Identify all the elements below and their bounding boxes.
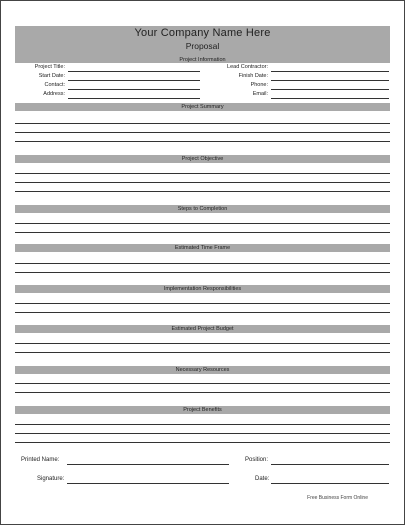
date-label: Date: xyxy=(255,476,270,482)
estimated-time-frame-bar: Estimated Time Frame xyxy=(15,244,390,252)
company-name: Your Company Name Here xyxy=(134,27,271,39)
project-benefits-bar: Project Benefits xyxy=(15,406,390,414)
writing-line[interactable] xyxy=(15,352,390,353)
writing-line[interactable] xyxy=(15,433,390,434)
contact-field[interactable] xyxy=(68,89,200,90)
writing-line[interactable] xyxy=(15,132,390,133)
contact-label: Contact: xyxy=(44,82,65,88)
writing-line[interactable] xyxy=(15,141,390,142)
form-header xyxy=(15,26,390,63)
writing-line[interactable] xyxy=(15,123,390,124)
writing-line[interactable] xyxy=(15,182,390,183)
address-field[interactable] xyxy=(68,98,200,99)
project-summary-bar: Project Summary xyxy=(15,103,390,111)
writing-line[interactable] xyxy=(15,343,390,344)
project-title-label: Project Title: xyxy=(34,64,65,70)
writing-line[interactable] xyxy=(15,383,390,384)
estimated-project-budget-bar: Estimated Project Budget xyxy=(15,325,390,333)
writing-line[interactable] xyxy=(15,272,390,273)
start-date-field[interactable] xyxy=(68,80,200,81)
signature-field[interactable] xyxy=(67,483,229,484)
project-information-heading: Project Information xyxy=(179,57,226,63)
lead-contractor-field[interactable] xyxy=(271,71,389,72)
date-field[interactable] xyxy=(271,483,389,484)
finish-date-field[interactable] xyxy=(271,80,389,81)
document-title: Proposal xyxy=(185,41,220,51)
writing-line[interactable] xyxy=(15,392,390,393)
writing-line[interactable] xyxy=(15,263,390,264)
phone-label: Phone: xyxy=(250,82,268,88)
writing-line[interactable] xyxy=(15,442,390,443)
writing-line[interactable] xyxy=(15,223,390,224)
position-label: Position: xyxy=(245,457,269,463)
printed-name-label: Printed Name: xyxy=(21,457,60,463)
finish-date-label: Finish Date: xyxy=(238,73,268,79)
writing-line[interactable] xyxy=(15,424,390,425)
start-date-label: Start Date: xyxy=(38,73,65,79)
footer-credit: Free Business Form Online xyxy=(307,495,368,501)
printed-name-field[interactable] xyxy=(67,464,229,465)
signature-label: Signature: xyxy=(37,476,65,482)
email-field[interactable] xyxy=(271,98,389,99)
phone-field[interactable] xyxy=(271,89,389,90)
writing-line[interactable] xyxy=(15,232,390,233)
email-label: Email: xyxy=(252,91,268,97)
necessary-resources-bar: Necessary Resources xyxy=(15,366,390,374)
address-label: Address: xyxy=(43,91,65,97)
writing-line[interactable] xyxy=(15,191,390,192)
position-field[interactable] xyxy=(271,464,389,465)
lead-contractor-label: Lead Contractor: xyxy=(227,64,268,70)
project-title-field[interactable] xyxy=(68,71,200,72)
writing-line[interactable] xyxy=(15,312,390,313)
project-objective-bar: Project Objective xyxy=(15,155,390,163)
writing-line[interactable] xyxy=(15,173,390,174)
implementation-responsibilities-bar: Implementation Responsibilities xyxy=(15,285,390,293)
steps-to-completion-bar: Steps to Completion xyxy=(15,205,390,213)
writing-line[interactable] xyxy=(15,303,390,304)
